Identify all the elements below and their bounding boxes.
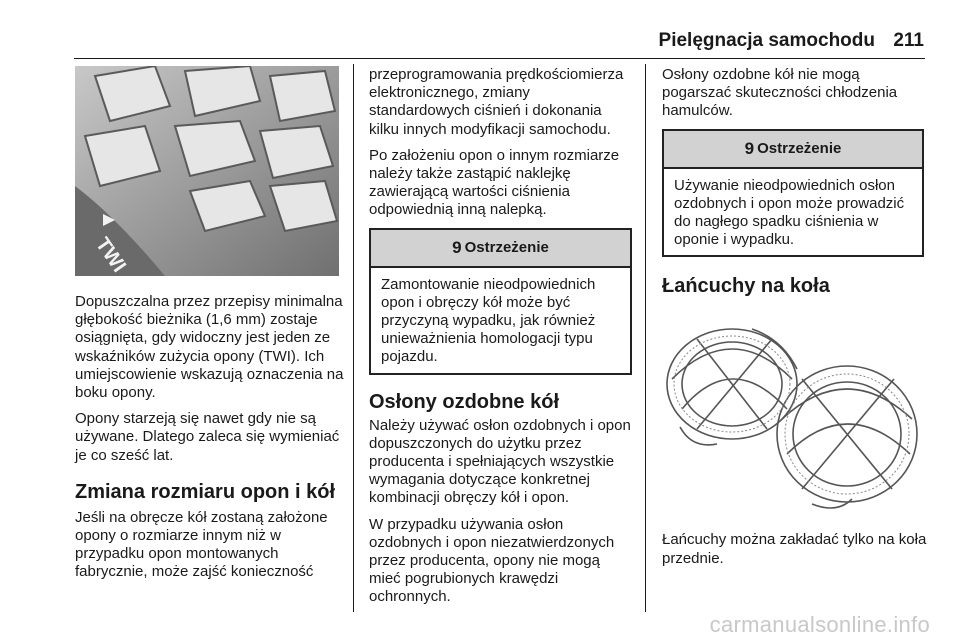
paragraph-unapproved-covers: W przypadku używania osłon ozdobnych i opon niezatwierdzonych przez producenta, opony nie mogą mieć pogrubionych krawędzi ochronnych.: [369, 515, 615, 606]
column-2: [369, 66, 634, 615]
warning-text: Używanie nieodpowiednich osłon ozdobnych i opon może prowadzić do nagłego spadku ciśnienia w oponie i wypadku.: [674, 176, 905, 249]
column-3: [662, 66, 927, 576]
heading-snow-chains: Łańcuchy na koła: [662, 275, 830, 298]
column-divider-1: [353, 64, 354, 612]
paragraph-wear-limit: Dopuszczalna przez przepisy minimalna głębokość bieżnika (1,6 mm) zostaje osiągnięta, gdy widoczny jest jeden ze wskaźników zużycia opony (TWI). Ich umiejscowienie wskazują oznaczenia na boku opony.: [75, 293, 344, 402]
paragraph-pressure-label: Po założeniu opon o innym rozmiarze należy także zastąpić naklejkę zawierającą wartości ciśnienia odpowiednią inną nalepką.: [369, 146, 620, 219]
twi-mark: TWI: [90, 233, 131, 276]
paragraph-brake-cooling: Osłony ozdobne kół nie mogą pogarszać skuteczności chłodzenia hamulców.: [662, 66, 898, 120]
tire-tread-image: [75, 66, 339, 276]
warning-text: Zamontowanie nieodpowiednich opon i obręczy kół może być przyczyną wypadku, jak również unieważnienia homologacji typu pojazdu.: [381, 275, 596, 366]
page-number: 211: [893, 30, 924, 51]
header-divider: [74, 58, 925, 59]
warning-triangle-icon: 9: [744, 138, 755, 158]
paragraph-chains-front: Łańcuchy można zakładać tylko na koła przednie.: [662, 531, 927, 567]
warning-box-rims: [369, 228, 632, 375]
paragraph-wheel-covers: Należy używać osłon ozdobnych i opon dopuszczonych do użytku przez producenta i spełniających wszystkie wymagania dotyczące konkretnej kombinacji obręczy kół i opon.: [369, 416, 631, 507]
column-1: [75, 66, 345, 590]
paragraph-size-change: Jeśli na obręcze kół zostaną założone opony o rozmiarze innym niż w przypadku opon montowanych fabrycznie, może zajść konieczność: [75, 508, 328, 581]
heading-wheel-covers: Osłony ozdobne kół: [369, 390, 560, 413]
warning-header: [664, 131, 922, 169]
warning-title: Ostrzeżenie: [464, 238, 549, 256]
warning-header: [371, 230, 630, 268]
watermark: carmanualsonline.info: [709, 612, 930, 637]
paragraph-reprogramming: przeprogramowania prędkościomierza elektronicznego, zmiany standardowych ciśnień i dokonania kilku innych modyfikacji samochodu.: [369, 66, 624, 138]
page-title: Pielęgnacja samochodu: [658, 30, 875, 51]
heading-tire-size-change: Zmiana rozmiaru opon i kół: [75, 480, 336, 503]
warning-triangle-icon: 9: [452, 237, 462, 257]
warning-box-covers: [662, 129, 924, 258]
page-header: [0, 30, 960, 54]
tread-wear-indicator-illustration: [75, 66, 339, 276]
column-divider-2: [645, 64, 646, 612]
snow-chains-illustration: [662, 309, 927, 519]
paragraph-tire-age: Opony starzeją się nawet gdy nie są używane. Dlatego zaleca się wymieniać je co sześć lat.: [75, 410, 340, 464]
warning-title: Ostrzeżenie: [757, 139, 842, 157]
